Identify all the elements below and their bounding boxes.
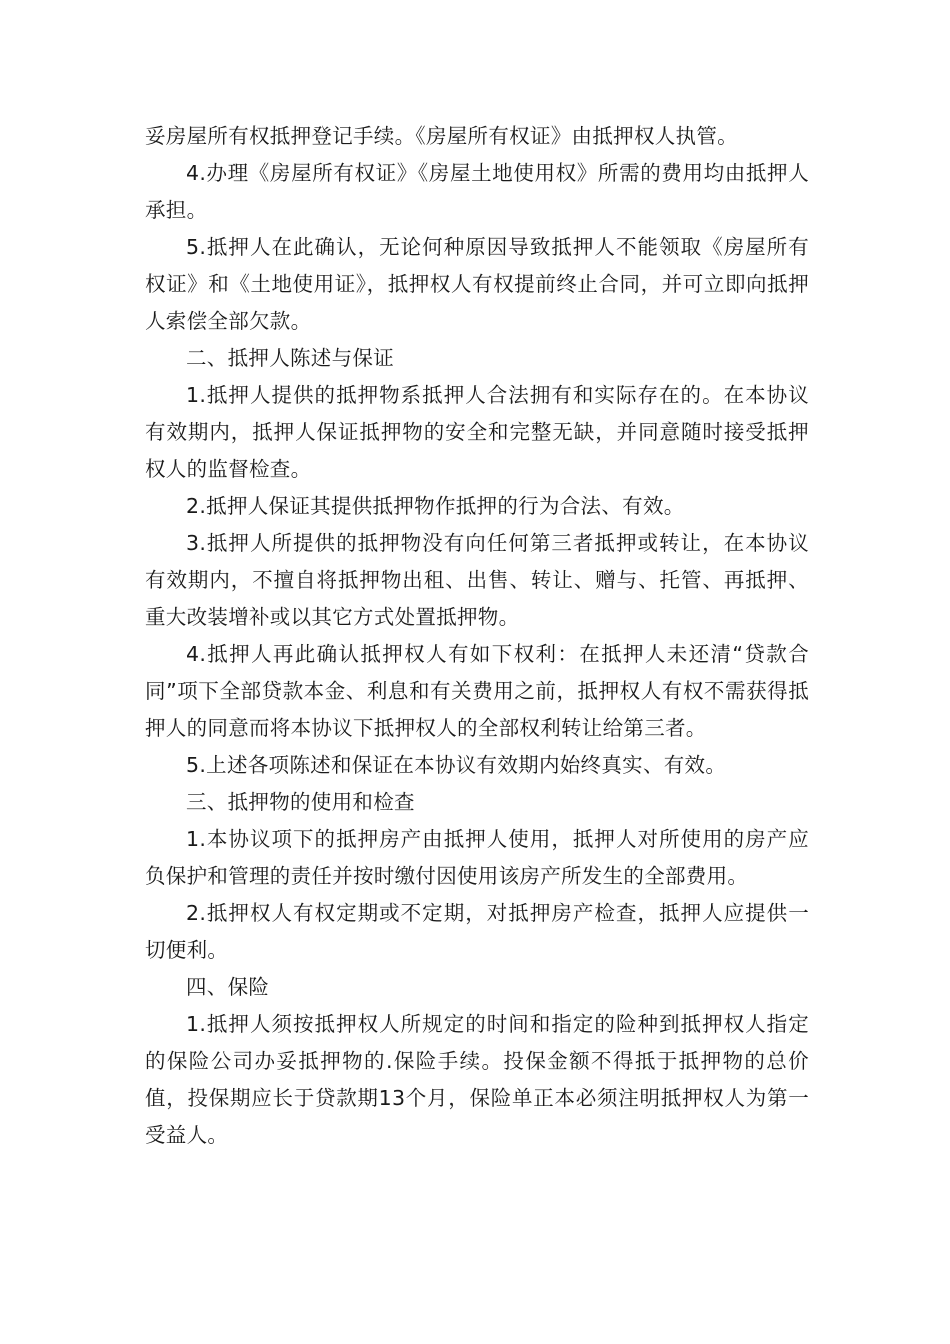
paragraph-section2-clause-1: 1.抵押人提供的抵押物系抵押人合法拥有和实际存在的。在本协议有效期内，抵押人保证抵押物的安全和完整无缺，并同意随时接受抵押权人的监督检查。 <box>145 383 809 481</box>
paragraph-clause-5: 5.抵押人在此确认，无论何种原因导致抵押人不能领取《房屋所有权证》和《土地使用证》，抵押权人有权提前终止合同，并可立即向抵押人索偿全部欠款。 <box>145 235 809 333</box>
document-body <box>145 118 809 1154</box>
section-heading-3: 三、抵押物的使用和检查 <box>186 790 415 814</box>
paragraph-section4-clause-1: 1.抵押人须按抵押权人所规定的时间和指定的险种到抵押权人指定的保险公司办妥抵押物的.保险手续。投保金额不得抵于抵押物的总价值，投保期应长于贷款期13个月，保险单正本必须注明抵押权人为第一受益人。 <box>145 1012 809 1147</box>
paragraph-section2-clause-5: 5.上述各项陈述和保证在本协议有效期内始终真实、有效。 <box>186 753 727 777</box>
paragraph-section3-clause-2: 2.抵押权人有权定期或不定期，对抵押房产检查，抵押人应提供一切便利。 <box>145 901 809 962</box>
paragraph-clause-4: 4.办理《房屋所有权证》《房屋土地使用权》所需的费用均由抵押人承担。 <box>145 161 809 222</box>
paragraph-section2-clause-4: 4.抵押人再此确认抵押权人有如下权利：在抵押人未还清“贷款合同”项下全部贷款本金、利息和有关费用之前，抵押权人有权不需获得抵押人的同意而将本协议下抵押权人的全部权利转让给第三者。 <box>145 642 809 740</box>
paragraph-section3-clause-1: 1.本协议项下的抵押房产由抵押人使用，抵押人对所使用的房产应负保护和管理的责任并按时缴付因使用该房产所发生的全部费用。 <box>145 827 809 888</box>
section-heading-2: 二、抵押人陈述与保证 <box>186 346 394 370</box>
paragraph-section2-clause-3: 3.抵押人所提供的抵押物没有向任何第三者抵押或转让，在本协议有效期内，不擅自将抵押物出租、出售、转让、赠与、托管、再抵押、重大改装增补或以其它方式处置抵押物。 <box>145 531 809 629</box>
paragraph-section2-clause-2: 2.抵押人保证其提供抵押物作抵押的行为合法、有效。 <box>186 494 685 518</box>
section-heading-4: 四、保险 <box>186 975 270 999</box>
paragraph-continuation: 妥房屋所有权抵押登记手续。《房屋所有权证》由抵押权人执管。 <box>145 124 738 148</box>
